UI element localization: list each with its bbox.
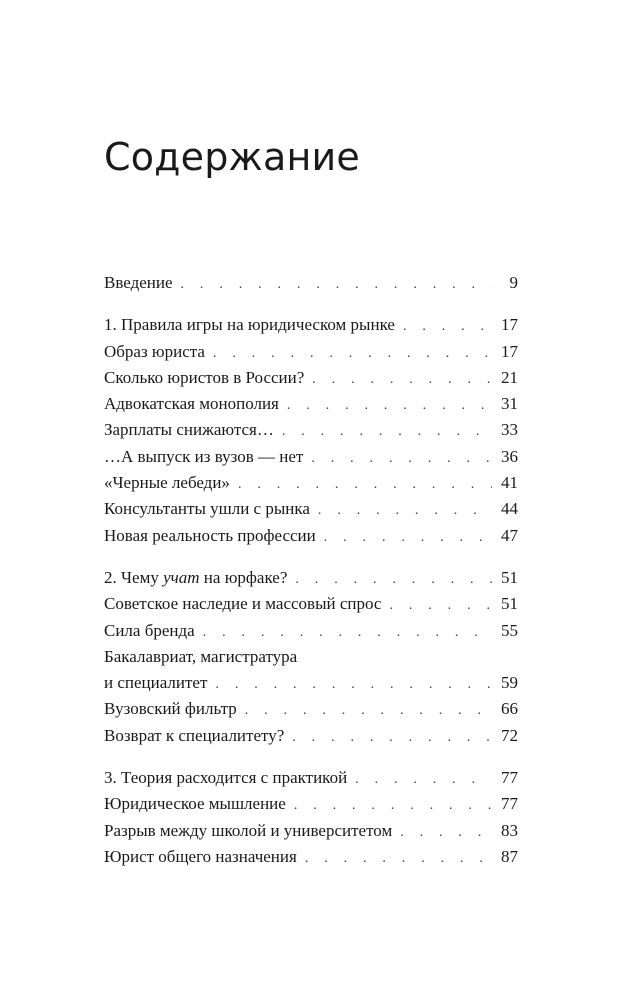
- toc-page-number: 87: [501, 846, 518, 866]
- toc-entry-label: Образ юриста: [104, 341, 205, 361]
- toc-entry[interactable]: [104, 670, 518, 696]
- label-suffix: на юрфаке?: [199, 567, 288, 587]
- toc-entry[interactable]: [104, 470, 518, 496]
- toc-page-number: 17: [501, 341, 518, 361]
- toc-leader-dots: [287, 393, 492, 419]
- toc-page-number: 51: [501, 594, 518, 614]
- toc-entry[interactable]: [104, 365, 518, 391]
- section-gap: [104, 749, 518, 765]
- toc-entry-chapter-3[interactable]: [104, 765, 518, 791]
- toc-leader-dots: [311, 446, 492, 472]
- toc-leader-dots: [355, 767, 492, 793]
- toc-entry[interactable]: [104, 523, 518, 549]
- toc-entry[interactable]: [104, 444, 518, 470]
- toc-entry-label: Юридическое мышление: [104, 794, 286, 814]
- toc-leader-dots: [312, 367, 492, 393]
- table-of-contents: [104, 270, 518, 870]
- toc-page-number: 17: [501, 315, 518, 335]
- toc-leader-dots: [294, 793, 492, 819]
- toc-page-number: 77: [501, 768, 518, 788]
- toc-entry-label: …А выпуск из вузов — нет: [104, 446, 304, 466]
- toc-leader-dots: [318, 498, 492, 524]
- label-italic: учат: [163, 567, 200, 587]
- toc-entry-label: и специалитет: [104, 673, 208, 693]
- toc-entry[interactable]: [104, 723, 518, 749]
- toc-page-number: 83: [501, 820, 518, 840]
- section-gap: [104, 296, 518, 312]
- toc-page-number: 9: [509, 273, 518, 292]
- toc-page-number: 31: [501, 394, 518, 414]
- toc-leader-dots: [295, 567, 492, 593]
- toc-entry[interactable]: [104, 696, 518, 722]
- toc-leader-dots: [203, 620, 492, 646]
- toc-entry-label: Юрист общего назначения: [104, 846, 297, 866]
- toc-entry[interactable]: [104, 591, 518, 617]
- toc-leader-dots: [389, 593, 492, 619]
- toc-entry-chapter-1[interactable]: [104, 312, 518, 338]
- toc-entry[interactable]: [104, 844, 518, 870]
- toc-page-number: 47: [501, 525, 518, 545]
- toc-leader-dots: [292, 725, 492, 751]
- toc-entry-label: Сила бренда: [104, 620, 195, 640]
- toc-entry-chapter-2[interactable]: [104, 565, 518, 591]
- toc-entry[interactable]: [104, 496, 518, 522]
- toc-leader-dots: [181, 272, 492, 298]
- toc-page-number: 59: [501, 673, 518, 693]
- toc-entry[interactable]: [104, 339, 518, 365]
- toc-entry[interactable]: [104, 618, 518, 644]
- toc-entry-label: 3. Теория расходится с практикой: [104, 768, 348, 788]
- toc-entry-first-line[interactable]: Бакалавриат, магистратура: [104, 646, 298, 666]
- toc-entry[interactable]: [104, 818, 518, 844]
- toc-page-number: 21: [501, 367, 518, 387]
- toc-entry-label: Адвокатская монополия: [104, 394, 279, 414]
- toc-page-number: 66: [501, 699, 518, 719]
- toc-entry-label: Возврат к специалитету?: [104, 725, 285, 745]
- toc-page-number: 77: [501, 794, 518, 814]
- toc-leader-dots: [400, 820, 492, 846]
- toc-entry-label: «Черные лебеди»: [104, 473, 230, 493]
- toc-page-number: 44: [501, 499, 518, 519]
- toc-entry[interactable]: [104, 791, 518, 817]
- toc-entry-introduction[interactable]: [104, 270, 518, 296]
- toc-entry-label: Новая реальность профессии: [104, 525, 316, 545]
- toc-page-number: 33: [501, 420, 518, 440]
- toc-entry-label: Зарплаты снижаются…: [104, 420, 274, 440]
- toc-entry-label: Консультанты ушли с рынка: [104, 499, 310, 519]
- toc-page-number: 72: [501, 725, 518, 745]
- toc-leader-dots: [282, 419, 492, 445]
- toc-leader-dots: [238, 472, 492, 498]
- toc-leader-dots: [215, 672, 492, 698]
- toc-page-number: 36: [501, 446, 518, 466]
- toc-entry-label: Введение: [104, 273, 173, 292]
- toc-leader-dots: [324, 525, 492, 551]
- toc-leader-dots: [403, 314, 492, 340]
- page-title: Содержание: [104, 135, 360, 179]
- toc-leader-dots: [305, 846, 492, 872]
- toc-page-number: 41: [501, 473, 518, 493]
- label-prefix: 2. Чему: [104, 567, 164, 587]
- toc-entry-label: [104, 565, 287, 591]
- toc-page-number: 51: [501, 567, 518, 587]
- toc-entry-label: Советское наследие и массовый спрос: [104, 594, 382, 614]
- toc-entry-label: Сколько юристов в России?: [104, 367, 305, 387]
- toc-entry-label: Разрыв между школой и университетом: [104, 820, 393, 840]
- toc-entry[interactable]: [104, 417, 518, 443]
- toc-leader-dots: [245, 698, 492, 724]
- section-gap: [104, 549, 518, 565]
- toc-entry-label: 1. Правила игры на юридическом рынке: [104, 315, 395, 335]
- toc-entry-label: Вузовский фильтр: [104, 699, 237, 719]
- toc-leader-dots: [213, 341, 492, 367]
- toc-entry[interactable]: [104, 391, 518, 417]
- toc-page-number: 55: [501, 620, 518, 640]
